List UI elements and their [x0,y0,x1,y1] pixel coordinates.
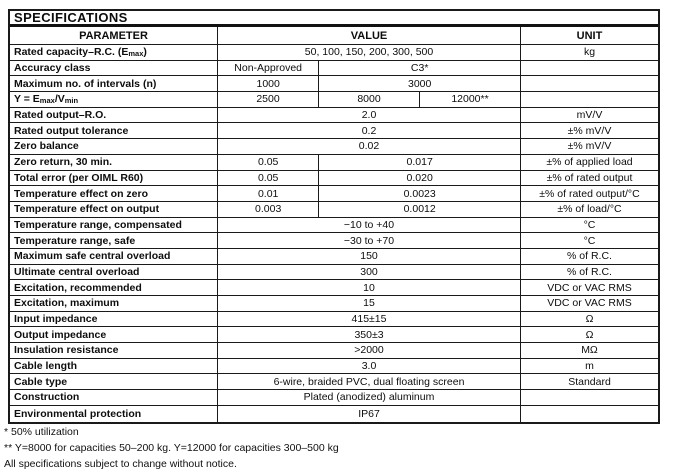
parameter-cell: Environmental protection [10,406,218,422]
parameter-cell: Total error (per OIML R60) [10,171,218,186]
unit-cell: ±% of applied load [546,156,633,169]
unit-cell [521,92,658,107]
unit-cell [521,61,658,76]
value-cell: 3000 [318,76,520,91]
parameter-cell: Temperature range, safe [10,233,218,248]
value-cell: −30 to +70 [343,234,395,247]
unit-cell: ±% of rated output/°C [539,187,640,200]
parameter-cell: Temperature range, compensated [10,218,218,233]
value-cell: 0.020 [318,171,520,186]
footnote-utilization: * 50% utilization [4,426,79,438]
value-cell: 0.02 [358,140,380,153]
value-cell: 0.01 [257,187,279,200]
footnotes [4,424,339,472]
value-cell: 6-wire, braided PVC, dual floating screen [273,375,465,388]
unit-cell: ±% mV/V [567,124,612,137]
unit-cell: °C [583,234,596,247]
table-row [10,76,658,92]
value-cells [218,249,521,264]
value-cell: 3.0 [361,360,377,373]
table-row [10,343,658,359]
unit-cell [521,406,658,422]
value-cells [218,374,521,389]
table-row [10,249,658,265]
table-row [10,280,658,296]
unit-cell: ±% of load/°C [557,203,622,216]
value-cell: 0.2 [361,124,377,137]
value-cells [218,139,521,154]
value-cell: Plated (anodized) aluminum [303,391,435,404]
parameter-cell: Rated capacity–R.C. (E max ) [10,45,218,60]
value-cell: 10 [363,281,375,294]
unit-cell: VDC or VAC RMS [547,297,632,310]
value-cell: IP67 [358,407,380,420]
value-cells [218,108,521,123]
value-cells [218,406,521,422]
value-cell: 0.05 [257,171,279,184]
unit-cell: % of R.C. [567,250,612,263]
unit-cell: Standard [568,375,611,388]
parameter-cell: Ultimate central overload [10,265,218,280]
footnote-disclaimer: All specifications subject to change without notice. [4,458,237,470]
parameter-cell: Maximum safe central overload [10,249,218,264]
table-row [10,374,658,390]
value-cell: 150 [360,250,378,263]
table-row [10,390,658,406]
parameter-cell: Cable type [10,374,218,389]
value-cells [218,45,521,60]
value-cell: >2000 [354,344,384,357]
parameter-cell: Zero return, 30 min. [10,155,218,170]
parameter-cell: Input impedance [10,312,218,327]
header-value: VALUE [218,27,521,44]
parameter-cell: Accuracy class [10,61,218,76]
table-row [10,171,658,187]
table-row [10,218,658,234]
table-row [10,233,658,249]
value-cells [218,327,521,342]
header-parameter: PARAMETER [10,27,218,44]
parameter-cell: Rated output tolerance [10,123,218,138]
value-cell: 0.0012 [318,202,520,217]
table-row [10,406,658,422]
value-cell: 0.003 [255,203,282,216]
unit-cell: m [585,360,594,373]
parameter-cell: Insulation resistance [10,343,218,358]
unit-cell: ±% of rated output [546,171,633,184]
value-cell: 1000 [256,77,280,90]
unit-cell [521,390,658,405]
unit-cell: VDC or VAC RMS [547,281,632,294]
parameter-cell: Temperature effect on zero [10,186,218,201]
value-cell: −10 to +40 [343,218,395,231]
value-cells [218,312,521,327]
value-cell: 0.0023 [318,186,520,201]
value-cell: 415±15 [351,313,387,326]
table-row [10,327,658,343]
unit-cell [521,76,658,91]
unit-cell: ±% mV/V [567,140,612,153]
parameter-cell: Maximum no. of intervals (n) [10,76,218,91]
table-row [10,123,658,139]
parameter-cell: Rated output–R.O. [10,108,218,123]
table-body [10,45,658,422]
value-cells [218,76,521,91]
parameter-cell: Cable length [10,359,218,374]
table-title [10,11,658,27]
value-cell: C3* [318,61,520,76]
value-cells [218,92,521,107]
value-cell: 0.017 [318,155,520,170]
parameter-cell: Excitation, recommended [10,280,218,295]
table-row [10,296,658,312]
table-row [10,45,658,61]
value-cells [218,202,521,217]
value-cell: 2500 [256,93,280,106]
value-cells [218,280,521,295]
unit-cell: Ω [585,328,594,341]
parameter-cell: Output impedance [10,327,218,342]
header-unit: UNIT [576,29,603,42]
table-row [10,202,658,218]
value-cell: 2.0 [361,109,377,122]
value-cell: 300 [360,265,378,278]
value-cells [218,155,521,170]
value-cell: 15 [363,297,375,310]
parameter-cell: Construction [10,390,218,405]
table-header-row [10,27,658,45]
table-row [10,155,658,171]
table-row [10,139,658,155]
unit-cell: MΩ [581,344,598,357]
footnote-y-values: ** Y=8000 for capacities 50–200 kg. Y=12000 for capacities 300–500 kg [4,442,339,454]
parameter-cell: Temperature effect on output [10,202,218,217]
table-row [10,359,658,375]
table-row [10,108,658,124]
table-row [10,265,658,281]
unit-cell: °C [583,218,596,231]
value-cell: 12000** [419,92,520,107]
value-cell: 0.05 [257,156,279,169]
value-cells [218,218,521,233]
unit-cell: kg [583,46,596,59]
parameter-cell: Zero balance [10,139,218,154]
value-cells [218,296,521,311]
value-cells [218,359,521,374]
value-cells [218,123,521,138]
unit-cell: % of R.C. [567,265,612,278]
value-cells [218,171,521,186]
parameter-cell: Excitation, maximum [10,296,218,311]
table-row [10,92,658,108]
table-row [10,186,658,202]
value-cell: 50, 100, 150, 200, 300, 500 [304,46,434,59]
value-cells [218,186,521,201]
value-cell: 350±3 [354,328,384,341]
specifications-table [8,9,660,424]
value-cells [218,233,521,248]
table-title-text: SPECIFICATIONS [14,10,128,25]
value-cells [218,265,521,280]
value-cells [218,343,521,358]
value-cell: Non-Approved [234,62,303,75]
value-cell: 8000 [318,92,419,107]
unit-cell: Ω [585,313,594,326]
value-cells [218,390,521,405]
table-row [10,312,658,328]
unit-cell: mV/V [576,109,603,122]
value-cells [218,61,521,76]
table-row [10,61,658,77]
parameter-cell: Y = E max /V min [10,92,218,107]
